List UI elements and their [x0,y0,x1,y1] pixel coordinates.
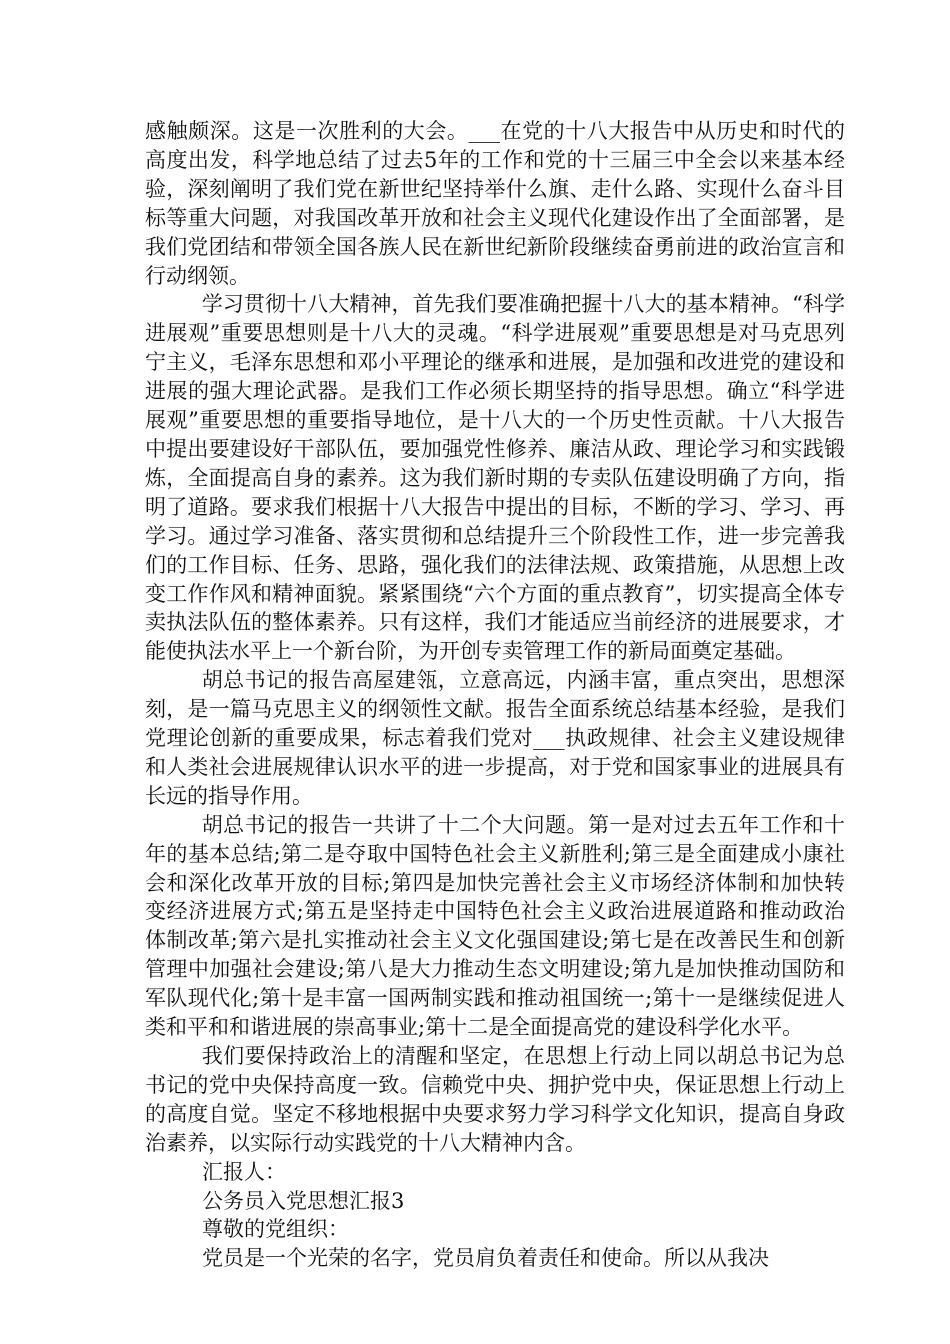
paragraph-1: 感触颇深。这是一次胜利的大会。___在党的十八大报告中从历史和时代的高度出发，科学地总结了过去5年的工作和党的十三届三中全会以来基本经验，深刻阐明了我们党在新世纪坚持举什么旗、走什么路、实现什么奋斗目标等重大问题，对我国改革开放和社会主义现代化建设作出了全面部署，是我们党团结和带领全国各族人民在新世纪新阶段继续奋勇前进的政治宣言和行动纲领。 [145,119,845,288]
paragraph-3: 胡总书记的报告高屋建瓴，立意高远，内涵丰富，重点突出，思想深刻，是一篇马克思主义的纲领性文献。报告全面系统总结基本经验，是我们党理论创新的重要成果，标志着我们党对___执政规律、社会主义建设规律和人类社会进展规律认识水平的进一步提高，对于党和国家事业的进展具有长远的指导作用。 [145,668,845,808]
salutation: 尊敬的党组织： [202,1217,349,1242]
reporter-label: 汇报人： [202,1159,286,1184]
final-line: 党员是一个光荣的名字，党员肩负着责任和使命。所以从我决 [202,1246,769,1271]
document-body [145,117,845,1273]
paragraph-4: 胡总书记的报告一共讲了十二个大问题。第一是对过去五年工作和十年的基本总结;第二是夺取中国特色社会主义新胜利;第三是全面建成小康社会和深化改革开放的目标;第四是加快完善社会主义市场经济体制和加快转变经济进展方式;第五是坚持走中国特色社会主义政治进展道路和推动政治体制改革;第六是扎实推动社会主义文化强国建设;第七是在改善民生和创新管理中加强社会建设;第八是大力推动生态文明建设;第九是加快推动国防和军队现代化;第十是丰富一国两制实践和推动祖国统一;第十一是继续促进人类和平和和谐进展的崇高事业;第十二是全面提高党的建设科学化水平。 [145,812,845,1040]
next-report-title: 公务员入党思想汇报3 [202,1188,405,1213]
paragraph-2: 学习贯彻十八大精神，首先我们要准确把握十八大的基本精神。“科学进展观”重要思想则是十八大的灵魂。“科学进展观”重要思想是对马克思列宁主义，毛泽东思想和邓小平理论的继承和进展，是加强和改进党的建设和进展的强大理论武器。是我们工作必须长期坚持的指导思想。确立“科学进展观”重要思想的重要指导地位，是十八大的一个历史性贡献。十八大报告中提出要建设好干部队伍，要加强党性修养、廉洁从政、理论学习和实践锻炼，全面提高自身的素养。这为我们新时期的专卖队伍建设明确了方向，指明了道路。要求我们根据十八大报告中提出的目标，不断的学习、学习、再学习。通过学习准备、落实贯彻和总结提升三个阶段性工作，进一步完善我们的工作目标、任务、思路，强化我们的法律法规、政策措施，从思想上改变工作作风和精神面貌。紧紧围绕“六个方面的重点教育”，切实提高全体专卖执法队伍的整体素养。只有这样，我们才能适应当前经济的进展要求，才能使执法水平上一个新台阶，为开创专卖管理工作的新局面奠定基础。 [145,292,845,664]
paragraph-5: 我们要保持政治上的清醒和坚定，在思想上行动上同以胡总书记为总书记的党中央保持高度一致。信赖党中央、拥护党中央，保证思想上行动上的高度自觉。坚定不移地根据中央要求努力学习科学文化知识，提高自身政治素养，以实际行动实践党的十八大精神内含。 [145,1044,845,1155]
